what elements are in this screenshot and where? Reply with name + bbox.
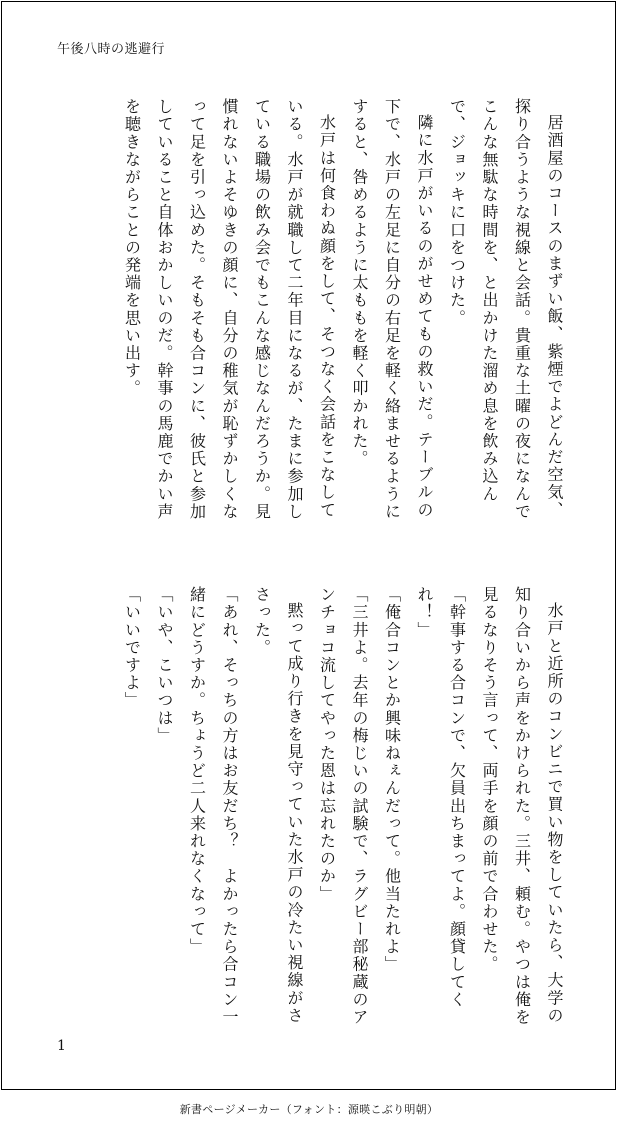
page-number: 1 [57, 1038, 66, 1054]
paragraph: 隣に水戸がいるのがせめてもの救いだ。テーブルの下で、水戸の左足に自分の右足を軽く絡ませるようにすると、咎めるように太ももを軽く叩かれた。 [350, 98, 434, 521]
paragraph: 居酒屋のコースのまずい飯、紫煙でよどんだ空気、探り合うような視線と会話。貴重な土曜の夜になんでこんな無駄な時間を、と出かけた溜め息を飲み込んで、ジョッキに口をつけた。 [447, 98, 564, 521]
running-title: 午後八時の逃避行 [57, 42, 166, 57]
text-column-top [40, 98, 570, 528]
dialogue-line: 「幹事する合コンで、欠員出ちまってよ。顔貸してくれ！」 [415, 586, 467, 1009]
dialogue-line: 「あれ、そっちの方はお友だち？ よかったら合コン一緒にどうすか。ちょうど二人来れなくなって」 [187, 586, 239, 1026]
paragraph: 水戸は何食わぬ顔をして、そつなく会話をこなしている。水戸が就職して二年目になるが、たまに参加している職場の飲み会でもこんな感じなんだろうか。見慣れないよそゆきの顔に、自分の稚気が恥ずかしくなって足を引っ込めた。そもそも合コンに、彼氏と参加していること自体おかしいのだ。幹事の馬鹿でかい声を聴きながらことの発端を思い出す。 [122, 98, 337, 521]
dialogue-line: 「三井よ。去年の梅じいの試験で、ラグビー部秘蔵のアンチョコ流してやった恩は忘れたのか」 [317, 586, 369, 1026]
footer-credit: 新書ページメーカー（フォント：源暎こぶり明朝） [179, 1103, 439, 1116]
dialogue-line: 「いいですよ」 [122, 586, 142, 710]
text-column-bottom [40, 586, 570, 1028]
paragraph: 水戸と近所のコンビニで買い物をしていたら、大学の知り合いから声をかけられた。三井、頼む。やつは俺を見るなりそう言って、両手を顔の前で合わせた。 [480, 586, 564, 1026]
paragraph: 黙って成り行きを見守っていた水戸の冷たい視線がささった。 [252, 586, 304, 1025]
dialogue-line: 「いや、こいつは」 [155, 586, 174, 745]
page-frame [1, 1, 616, 1090]
dialogue-line: 「俺合コンとか興味ねぇんだって。他当たれよ」 [382, 586, 402, 974]
